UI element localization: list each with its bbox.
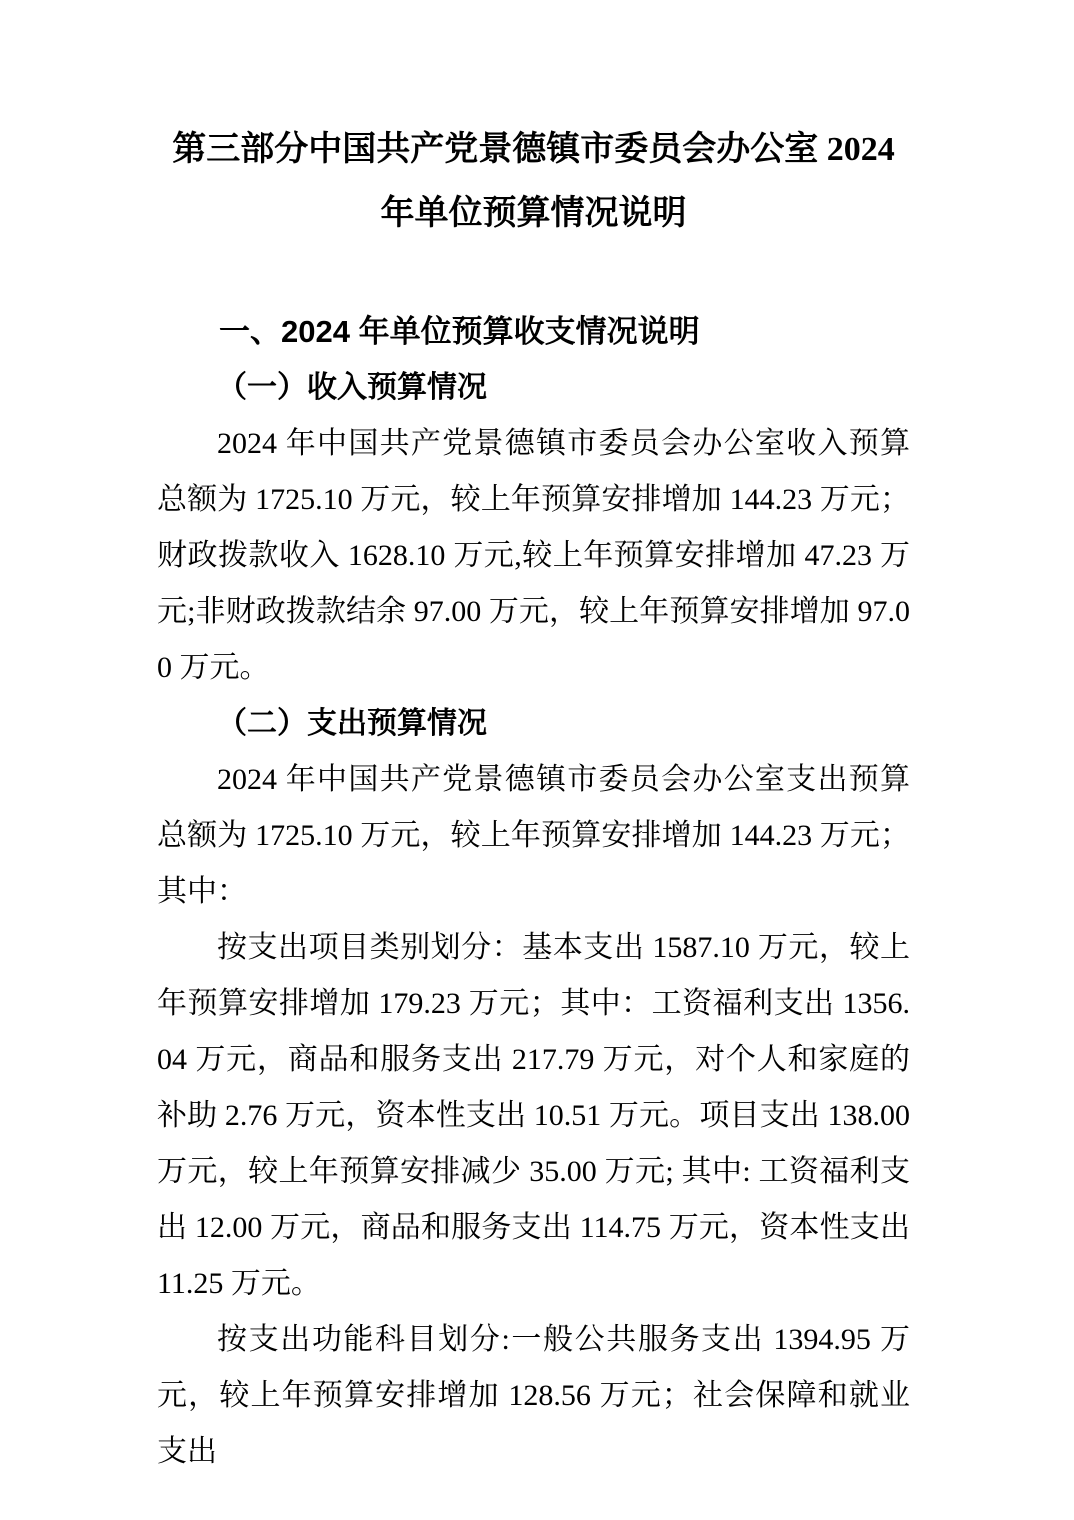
paragraph-expenditure-by-function: 按支出功能科目划分:一般公共服务支出 1394.95 万元，较上年预算安排增加 128.56 万元；社会保障和就业支出 bbox=[157, 1323, 910, 1468]
section-heading-budget-overview: 一、2024 年单位预算收支情况说明 bbox=[219, 314, 700, 349]
paragraph-expenditure-by-category: 按支出项目类别划分：基本支出 1587.10 万元，较上年预算安排增加 179.23 万元；其中：工资福利支出 1356.04 万元，商品和服务支出 217.79 万元，对个人和家庭的补助 2.76 万元，资本性支出 10.51 万元。项目支出 138.00 万元，较上年预算安排减少 35.00 万元; 其中: 工资福利支出 12.00 万元，商品和服务支出 114.75 万元，资本性支出 11.25 万元。 bbox=[157, 931, 910, 1300]
paragraph-expenditure-total: 2024 年中国共产党景德镇市委员会办公室支出预算总额为 1725.10 万元，较上年预算安排增加 144.23 万元；其中： bbox=[157, 763, 910, 908]
subsection-heading-income: （一）收入预算情况 bbox=[217, 371, 487, 404]
paragraph-income-budget: 2024 年中国共产党景德镇市委员会办公室收入预算总额为 1725.10 万元，较上年预算安排增加 144.23 万元；财政拨款收入 1628.10 万元,较上年预算安排增加 47.23 万元;非财政拨款结余 97.00 万元，较上年预算安排增加 97.00 万元。 bbox=[157, 427, 910, 684]
subsection-heading-expenditure: （二）支出预算情况 bbox=[217, 707, 487, 740]
document-title: 第三部分中国共产党景德镇市委员会办公室 2024 年单位预算情况说明 bbox=[172, 131, 895, 232]
